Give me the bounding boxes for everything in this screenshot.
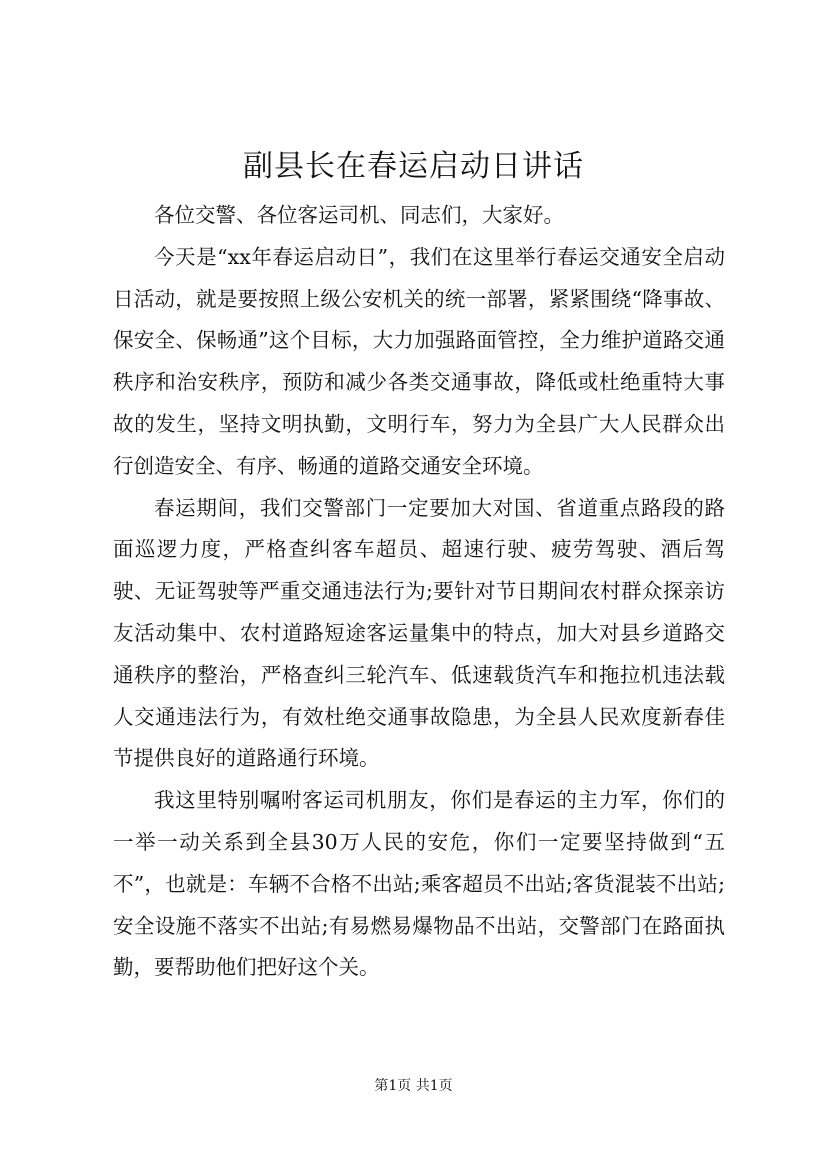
page-number-footer: 第1页 共1页 — [374, 1078, 453, 1094]
paragraph-greeting: 各位交警、各位客运司机、同志们，大家好。 — [154, 203, 564, 227]
paragraph-driver-instructions: 我这里特别嘱咐客运司机朋友，你们是春运的主力军，你们的一举一动关系到全县30万人民的安危，你们一定要坚持做到“五不”，也就是：车辆不合格不出站;乘客超员不出站;客货混装不出站;安全设施不落实不出站;有易燃易爆物品不出站，交警部门在路面执勤，要帮助他们把好这个关。 — [113, 788, 725, 980]
paragraph-police-duties: 春运期间，我们交警部门一定要加大对国、省道重点路段的路面巡逻力度，严格查纠客车超员、超速行驶、疲劳驾驶、酒后驾驶、无证驾驶等严重交通违法行为;要针对节日期间农村群众探亲访友活动集中、农村道路短途客运量集中的特点，加大对县乡道路交通秩序的整治，严格查纠三轮汽车、低速载货汽车和拖拉机违法载人交通违法行为，有效杜绝交通事故隐患，为全县人民欢度新春佳节提供良好的道路通行环境。 — [113, 495, 725, 771]
paragraph-launch-day: 今天是“xx年春运启动日”，我们在这里举行春运交通安全启动日活动，就是要按照上级公安机关的统一部署，紧紧围绕“降事故、保安全、保畅通”这个目标，大力加强路面管控，全力维护道路交通秩序和治安秩序，预防和减少各类交通事故，降低或杜绝重特大事故的发生，坚持文明执勤，文明行车，努力为全县广大人民群众出行创造安全、有序、畅通的道路交通安全环境。 — [113, 244, 725, 478]
document-title: 副县长在春运启动日讲话 — [243, 149, 584, 184]
document-body — [113, 195, 725, 989]
